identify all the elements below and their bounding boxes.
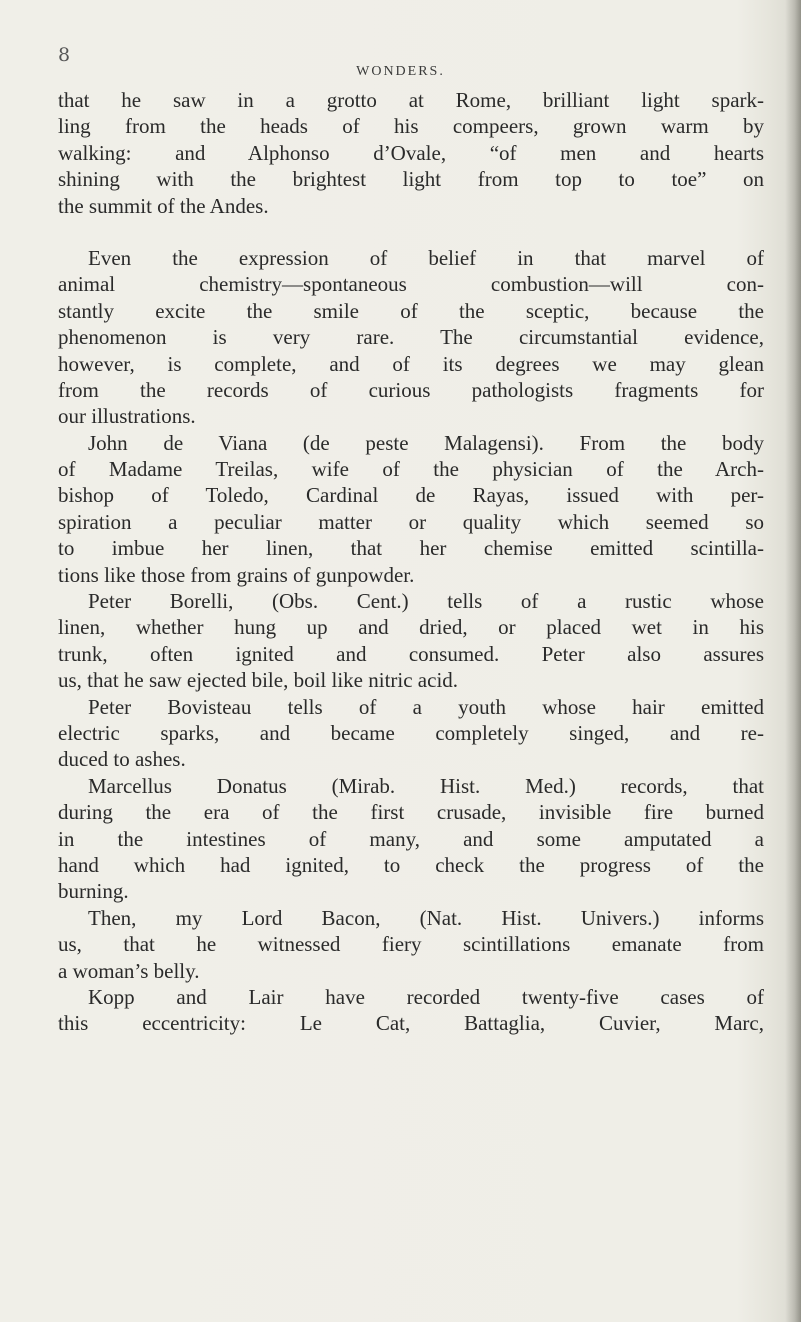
text-line: walking: and Alphonso d’Ovale, “of men and hearts <box>58 140 764 165</box>
text-line: us, that he witnessed fiery scintillations emanate from <box>58 932 764 957</box>
text-line: that he saw in a grotto at Rome, brilliant light spark- <box>58 88 764 112</box>
text-line: tions like those from grains of gunpowder. <box>58 562 415 587</box>
text-line: of Madame Treilas, wife of the physician of the Arch- <box>58 457 764 482</box>
text-line: the summit of the Andes. <box>58 193 269 218</box>
text-line: Then, my Lord Bacon, (Nat. Hist. Univers.) informs <box>88 905 764 930</box>
text-line: from the records of curious pathologists fragments for <box>58 377 764 402</box>
text-line: bishop of Toledo, Cardinal de Rayas, issued with per- <box>58 483 764 508</box>
running-head: WONDERS. <box>356 64 445 79</box>
text-line: Kopp and Lair have recorded twenty-five cases of <box>88 984 764 1009</box>
text-line: duced to ashes. <box>58 747 186 772</box>
text-line: this eccentricity: Le Cat, Battaglia, Cuvier, Marc, <box>58 1011 764 1036</box>
text-line: shining with the brightest light from top to toe” on <box>58 167 764 192</box>
text-line: to imbue her linen, that her chemise emitted scintilla- <box>58 536 764 561</box>
text-line: us, that he saw ejected bile, boil like nitric acid. <box>58 668 459 693</box>
text-line: phenomenon is very rare. The circumstantial evidence, <box>58 325 764 350</box>
text-line: trunk, often ignited and consumed. Peter also assures <box>58 641 764 666</box>
text-line: linen, whether hung up and dried, or placed wet in his <box>58 615 764 640</box>
text-line: in the intestines of many, and some amputated a <box>58 826 764 851</box>
text-line: animal chemistry—spontaneous combustion—will con- <box>58 272 764 297</box>
text-line: Even the expression of belief in that marvel of <box>88 245 764 270</box>
paragraph <box>58 905 764 984</box>
text-line: spiration a peculiar matter or quality which seemed so <box>58 509 764 534</box>
text-line: Peter Bovisteau tells of a youth whose hair emitted <box>88 694 764 719</box>
text-line: a woman’s belly. <box>58 958 200 983</box>
text-line: John de Viana (de peste Malagensi). From the body <box>88 430 764 455</box>
paragraph <box>58 984 764 1037</box>
body-text <box>58 87 764 1037</box>
text-line: hand which had ignited, to check the progress of the <box>58 852 764 877</box>
paragraph <box>58 245 764 430</box>
page-edge-shadow <box>785 0 801 1322</box>
text-line: during the era of the first crusade, invisible fire burned <box>58 800 764 825</box>
text-line: electric sparks, and became completely singed, and re- <box>58 720 764 745</box>
paragraph-gap <box>58 219 764 245</box>
paragraph <box>58 588 764 694</box>
text-line: Marcellus Donatus (Mirab. Hist. Med.) records, that <box>88 773 764 798</box>
paragraph <box>58 87 764 219</box>
paragraph <box>58 694 764 773</box>
page-number: 8 <box>58 44 71 66</box>
text-line: however, is complete, and of its degrees we may glean <box>58 351 764 376</box>
paragraph <box>58 773 764 905</box>
paragraph <box>58 430 764 588</box>
text-line: burning. <box>58 879 129 904</box>
text-line: our illustrations. <box>58 404 196 429</box>
text-line: stantly excite the smile of the sceptic, because the <box>58 298 764 323</box>
text-line: Peter Borelli, (Obs. Cent.) tells of a rustic whose <box>88 589 764 614</box>
text-line: ling from the heads of his compeers, grown warm by <box>58 114 764 139</box>
